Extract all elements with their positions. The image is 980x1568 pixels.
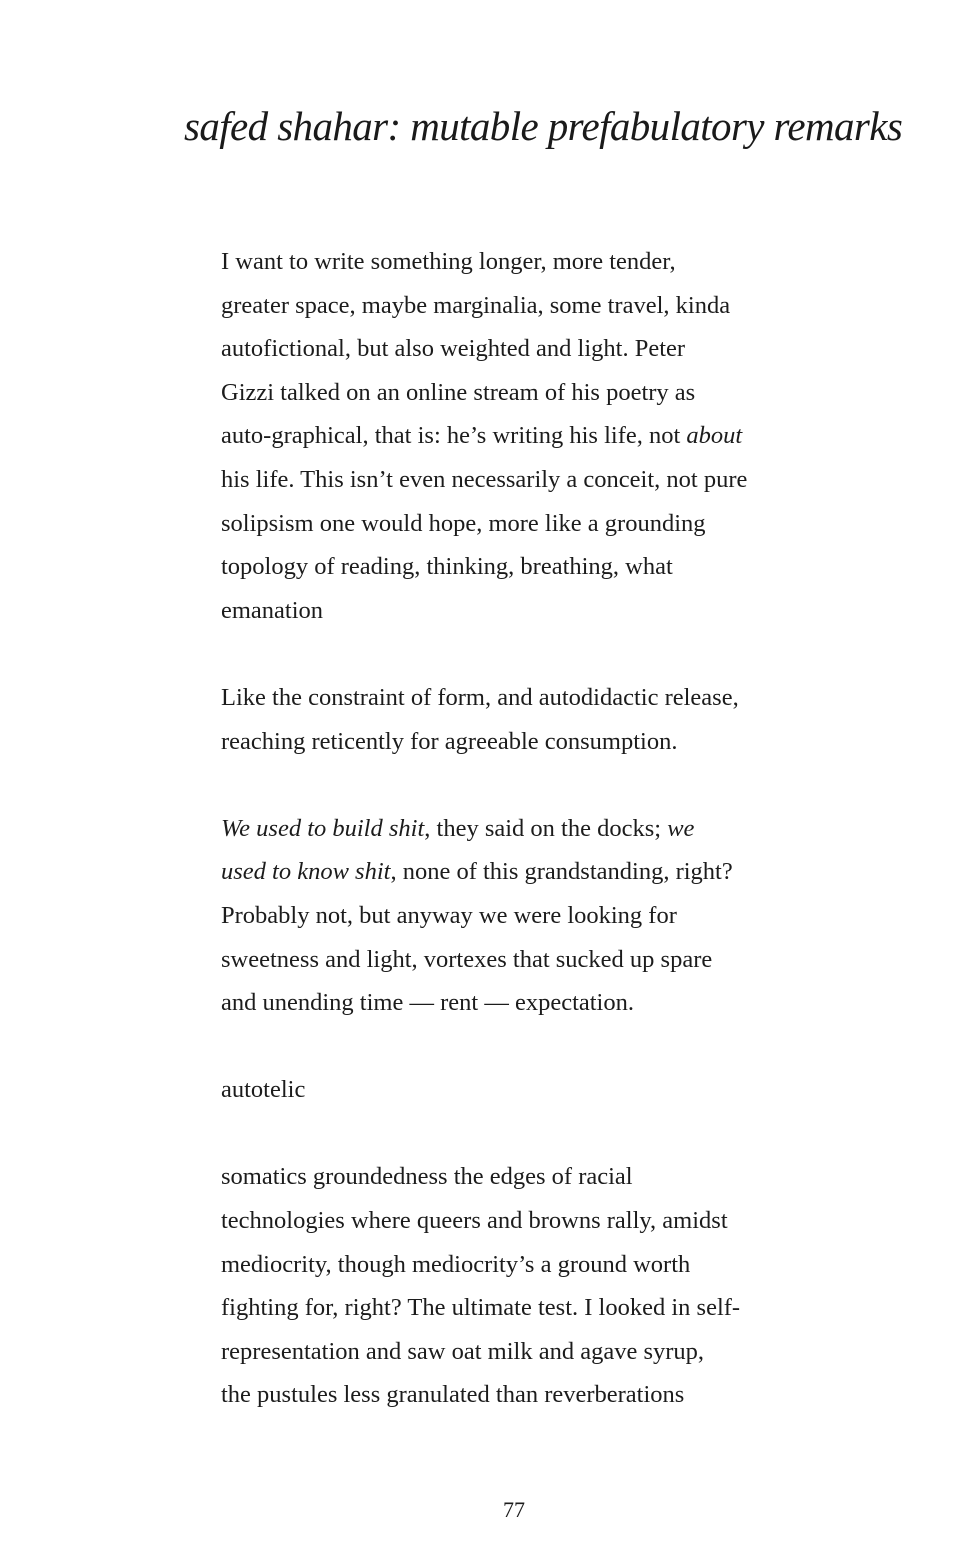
paragraph-1 bbox=[221, 240, 841, 632]
paragraph-gap bbox=[221, 632, 841, 676]
text-line: the pustules less granulated than reverberations bbox=[221, 1381, 685, 1409]
text-line: and unending time — rent — expectation. bbox=[221, 989, 634, 1017]
text-line: autofictional, but also weighted and light. Peter bbox=[221, 335, 686, 363]
text-line: fighting for, right? The ultimate test. I looked in self- bbox=[221, 1294, 741, 1322]
text-line: Like the constraint of form, and autodidactic release, bbox=[221, 683, 739, 711]
text-line: sweetness and light, vortexes that sucked up spare bbox=[221, 945, 713, 973]
text-line: Gizzi talked on an online stream of his poetry as bbox=[221, 378, 696, 406]
text-line: technologies where queers and browns rally, amidst bbox=[221, 1207, 728, 1235]
text-line: mediocrity, though mediocrity’s a ground worth bbox=[221, 1250, 691, 1278]
paragraph-4 bbox=[221, 1068, 841, 1112]
italic-text-run: we bbox=[667, 814, 695, 842]
italic-text-run: about bbox=[686, 422, 743, 450]
text-line bbox=[221, 807, 841, 851]
text-line: representation and saw oat milk and agave syrup, bbox=[221, 1337, 705, 1365]
text-line: reaching reticently for agreeable consumption. bbox=[221, 727, 678, 755]
page-title: safed shahar: mutable prefabulatory remarks bbox=[184, 103, 903, 149]
text-line bbox=[221, 414, 841, 458]
text-line: autotelic bbox=[221, 1076, 306, 1104]
paragraph-3 bbox=[221, 807, 841, 1025]
paragraph-gap bbox=[221, 1112, 841, 1156]
text-line: Probably not, but anyway we were looking for bbox=[221, 901, 677, 929]
text-run: auto-graphical, that is: he’s writing his life, not bbox=[221, 422, 687, 450]
text-line: his life. This isn’t even necessarily a conceit, not pure bbox=[221, 465, 748, 493]
text-line: somatics groundedness the edges of racial bbox=[221, 1163, 633, 1191]
text-run: , none of this grandstanding, right? bbox=[390, 858, 733, 886]
text-line: topology of reading, thinking, breathing, what bbox=[221, 553, 673, 581]
paragraph-gap bbox=[221, 763, 841, 807]
text-run: , they said on the docks; bbox=[424, 814, 668, 842]
paragraph-5 bbox=[221, 1155, 841, 1417]
paragraph-gap bbox=[221, 1025, 841, 1069]
italic-text-run: We used to build shit bbox=[221, 814, 425, 842]
text-line: I want to write something longer, more tender, bbox=[221, 248, 676, 275]
paragraph-2 bbox=[221, 676, 841, 763]
body-text bbox=[221, 240, 841, 1417]
text-line: solipsism one would hope, more like a grounding bbox=[221, 509, 706, 537]
italic-text-line: emanation bbox=[221, 596, 324, 624]
text-line bbox=[221, 850, 841, 894]
page-number: 77 bbox=[503, 1497, 525, 1522]
italic-text-run: used to know shit bbox=[221, 858, 391, 886]
text-line: greater space, maybe marginalia, some travel, kinda bbox=[221, 291, 731, 319]
